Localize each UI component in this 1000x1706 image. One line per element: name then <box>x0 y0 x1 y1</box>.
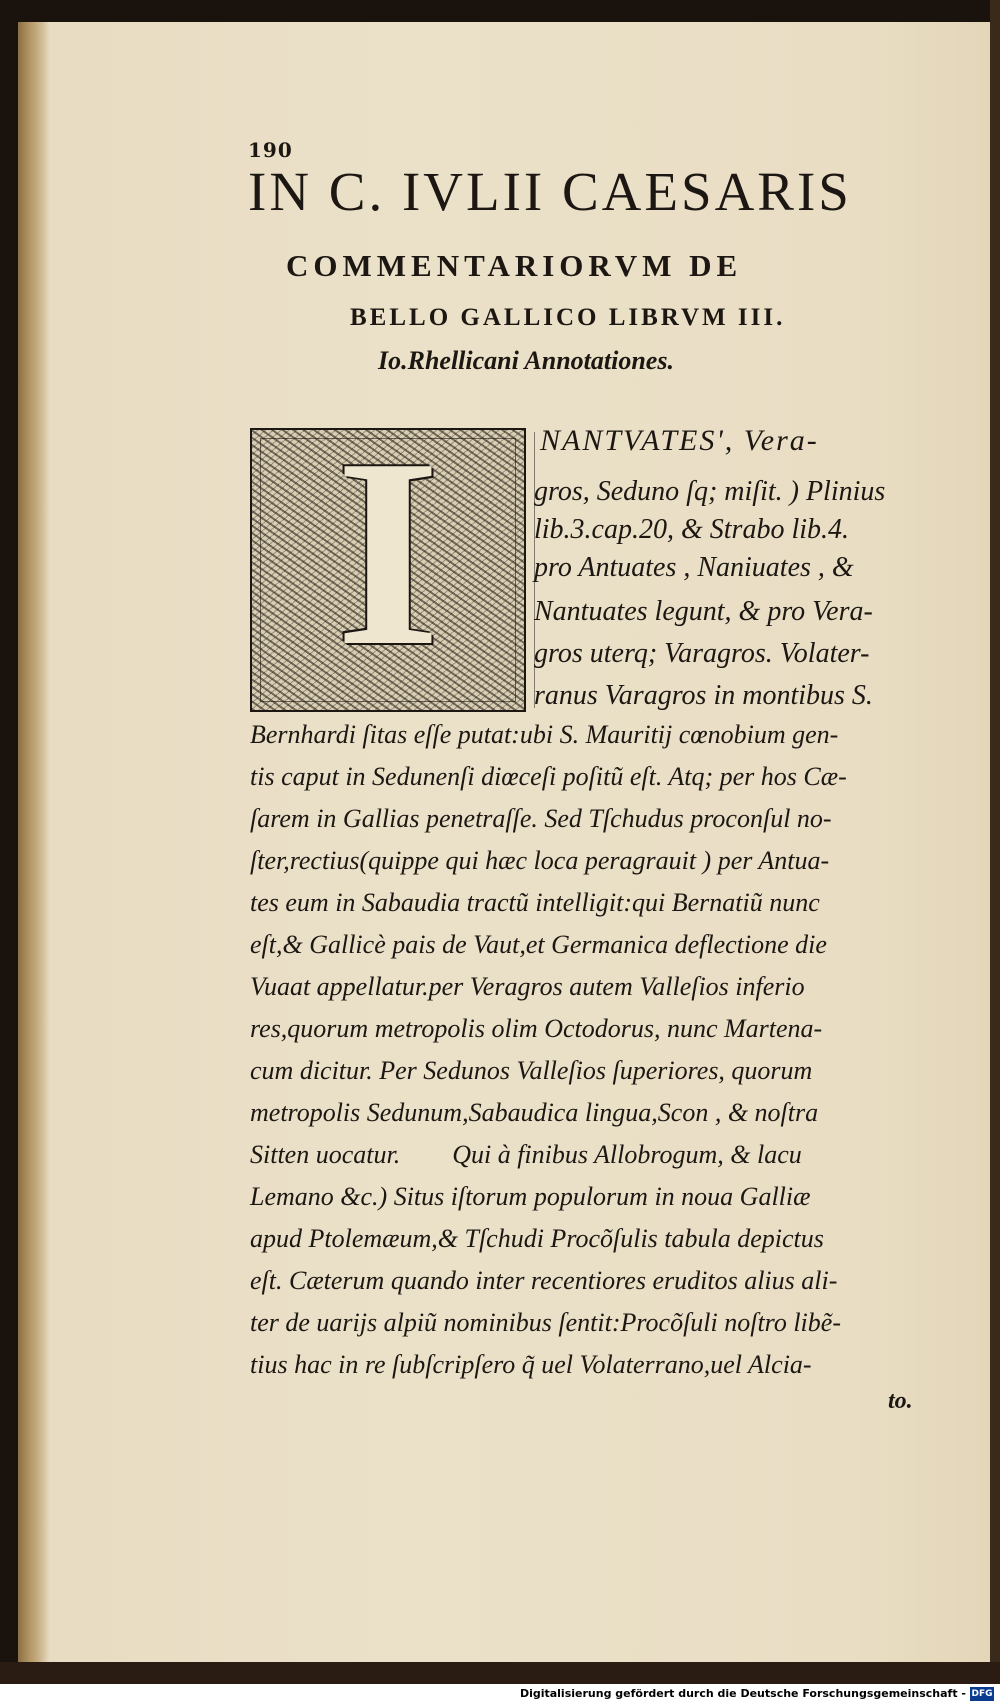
body-line: Bernhardi ſitas eſſe putat:ubi S. Mauritij cœnobium gen- <box>250 720 839 749</box>
body-line: gros uterq; Varagros. Volater- <box>534 638 870 669</box>
heading-line-4: Io.Rhellicani Annotationes. <box>378 346 674 375</box>
footer-text: Digitalisierung gefördert durch die Deutsche Forschungsgemeinschaft - <box>519 1687 966 1700</box>
body-line: ſter,rectius(quippe qui hæc loca peragrauit ) per Antua- <box>250 846 830 875</box>
body-line: pro Antuates , Naniuates , & <box>534 552 854 583</box>
body-line: Sitten uocatur. Qui à finibus Allobrogum, & lacu <box>250 1140 802 1169</box>
heading-line-1: IN C. IVLII CAESARIS <box>248 161 852 222</box>
folio-number: 190 <box>248 138 293 162</box>
body-line: cum dicitur. Per Sedunos Valleſios ſuperiores, quorum <box>250 1056 813 1085</box>
body-line: Lemano &c.) Situs iſtorum populorum in noua Galliæ <box>250 1182 811 1211</box>
body-line: ter de uarijs alpiũ nominibus ſentit:Procõſuli noſtro libẽ- <box>250 1308 841 1337</box>
book-edge <box>990 0 1000 1700</box>
decorated-initial <box>250 428 526 712</box>
dfg-logo[interactable]: DFG <box>971 1689 993 1699</box>
heading-line-2: COMMENTARIORVM DE <box>286 248 743 283</box>
initial-letter: I <box>335 428 441 702</box>
body-line: lib.3.cap.20, & Strabo lib.4. <box>534 514 849 545</box>
body-line: Nantuates legunt, & pro Vera- <box>534 596 873 627</box>
body-line: ſarem in Gallias penetraſſe. Sed Tſchudus proconſul no- <box>250 804 832 833</box>
body-line: eſt,& Gallicè pais de Vaut,et Germanica deflectione die <box>250 930 827 959</box>
page-gutter <box>18 22 50 1662</box>
page-bottom-edge <box>0 1662 1000 1686</box>
body-line: NANTVATES', Vera- <box>540 424 819 457</box>
body-line: gros, Seduno ſq; miſit. ) Plinius <box>534 476 886 507</box>
body-line: apud Ptolemæum,& Tſchudi Procõſulis tabula depictus <box>250 1224 824 1253</box>
body-line: ranus Varagros in montibus S. <box>534 680 873 711</box>
body-line: tis caput in Sedunenſi diœceſi poſitũ eſt. Atq; per hos Cæ- <box>250 762 847 791</box>
body-line: eſt. Cæterum quando inter recentiores eruditos alius ali- <box>250 1266 838 1295</box>
catchword: to. <box>888 1388 913 1414</box>
footer-bar <box>0 1684 1000 1706</box>
body-line: res,quorum metropolis olim Octodorus, nunc Martena- <box>250 1014 823 1043</box>
body-line: tes eum in Sabaudia tractũ intelligit:qui Bernatiũ nunc <box>250 888 820 917</box>
heading-line-3: BELLO GALLICO LIBRVM III. <box>350 304 786 331</box>
body-line: Vuaat appellatur.per Veragros autem Valleſios inferio <box>250 972 805 1001</box>
body-line: metropolis Sedunum,Sabaudica lingua,Scon , & noſtra <box>250 1098 819 1127</box>
body-line: tius hac in re ſubſcripſero q̃ uel Volaterrano,uel Alcia- <box>250 1350 812 1379</box>
